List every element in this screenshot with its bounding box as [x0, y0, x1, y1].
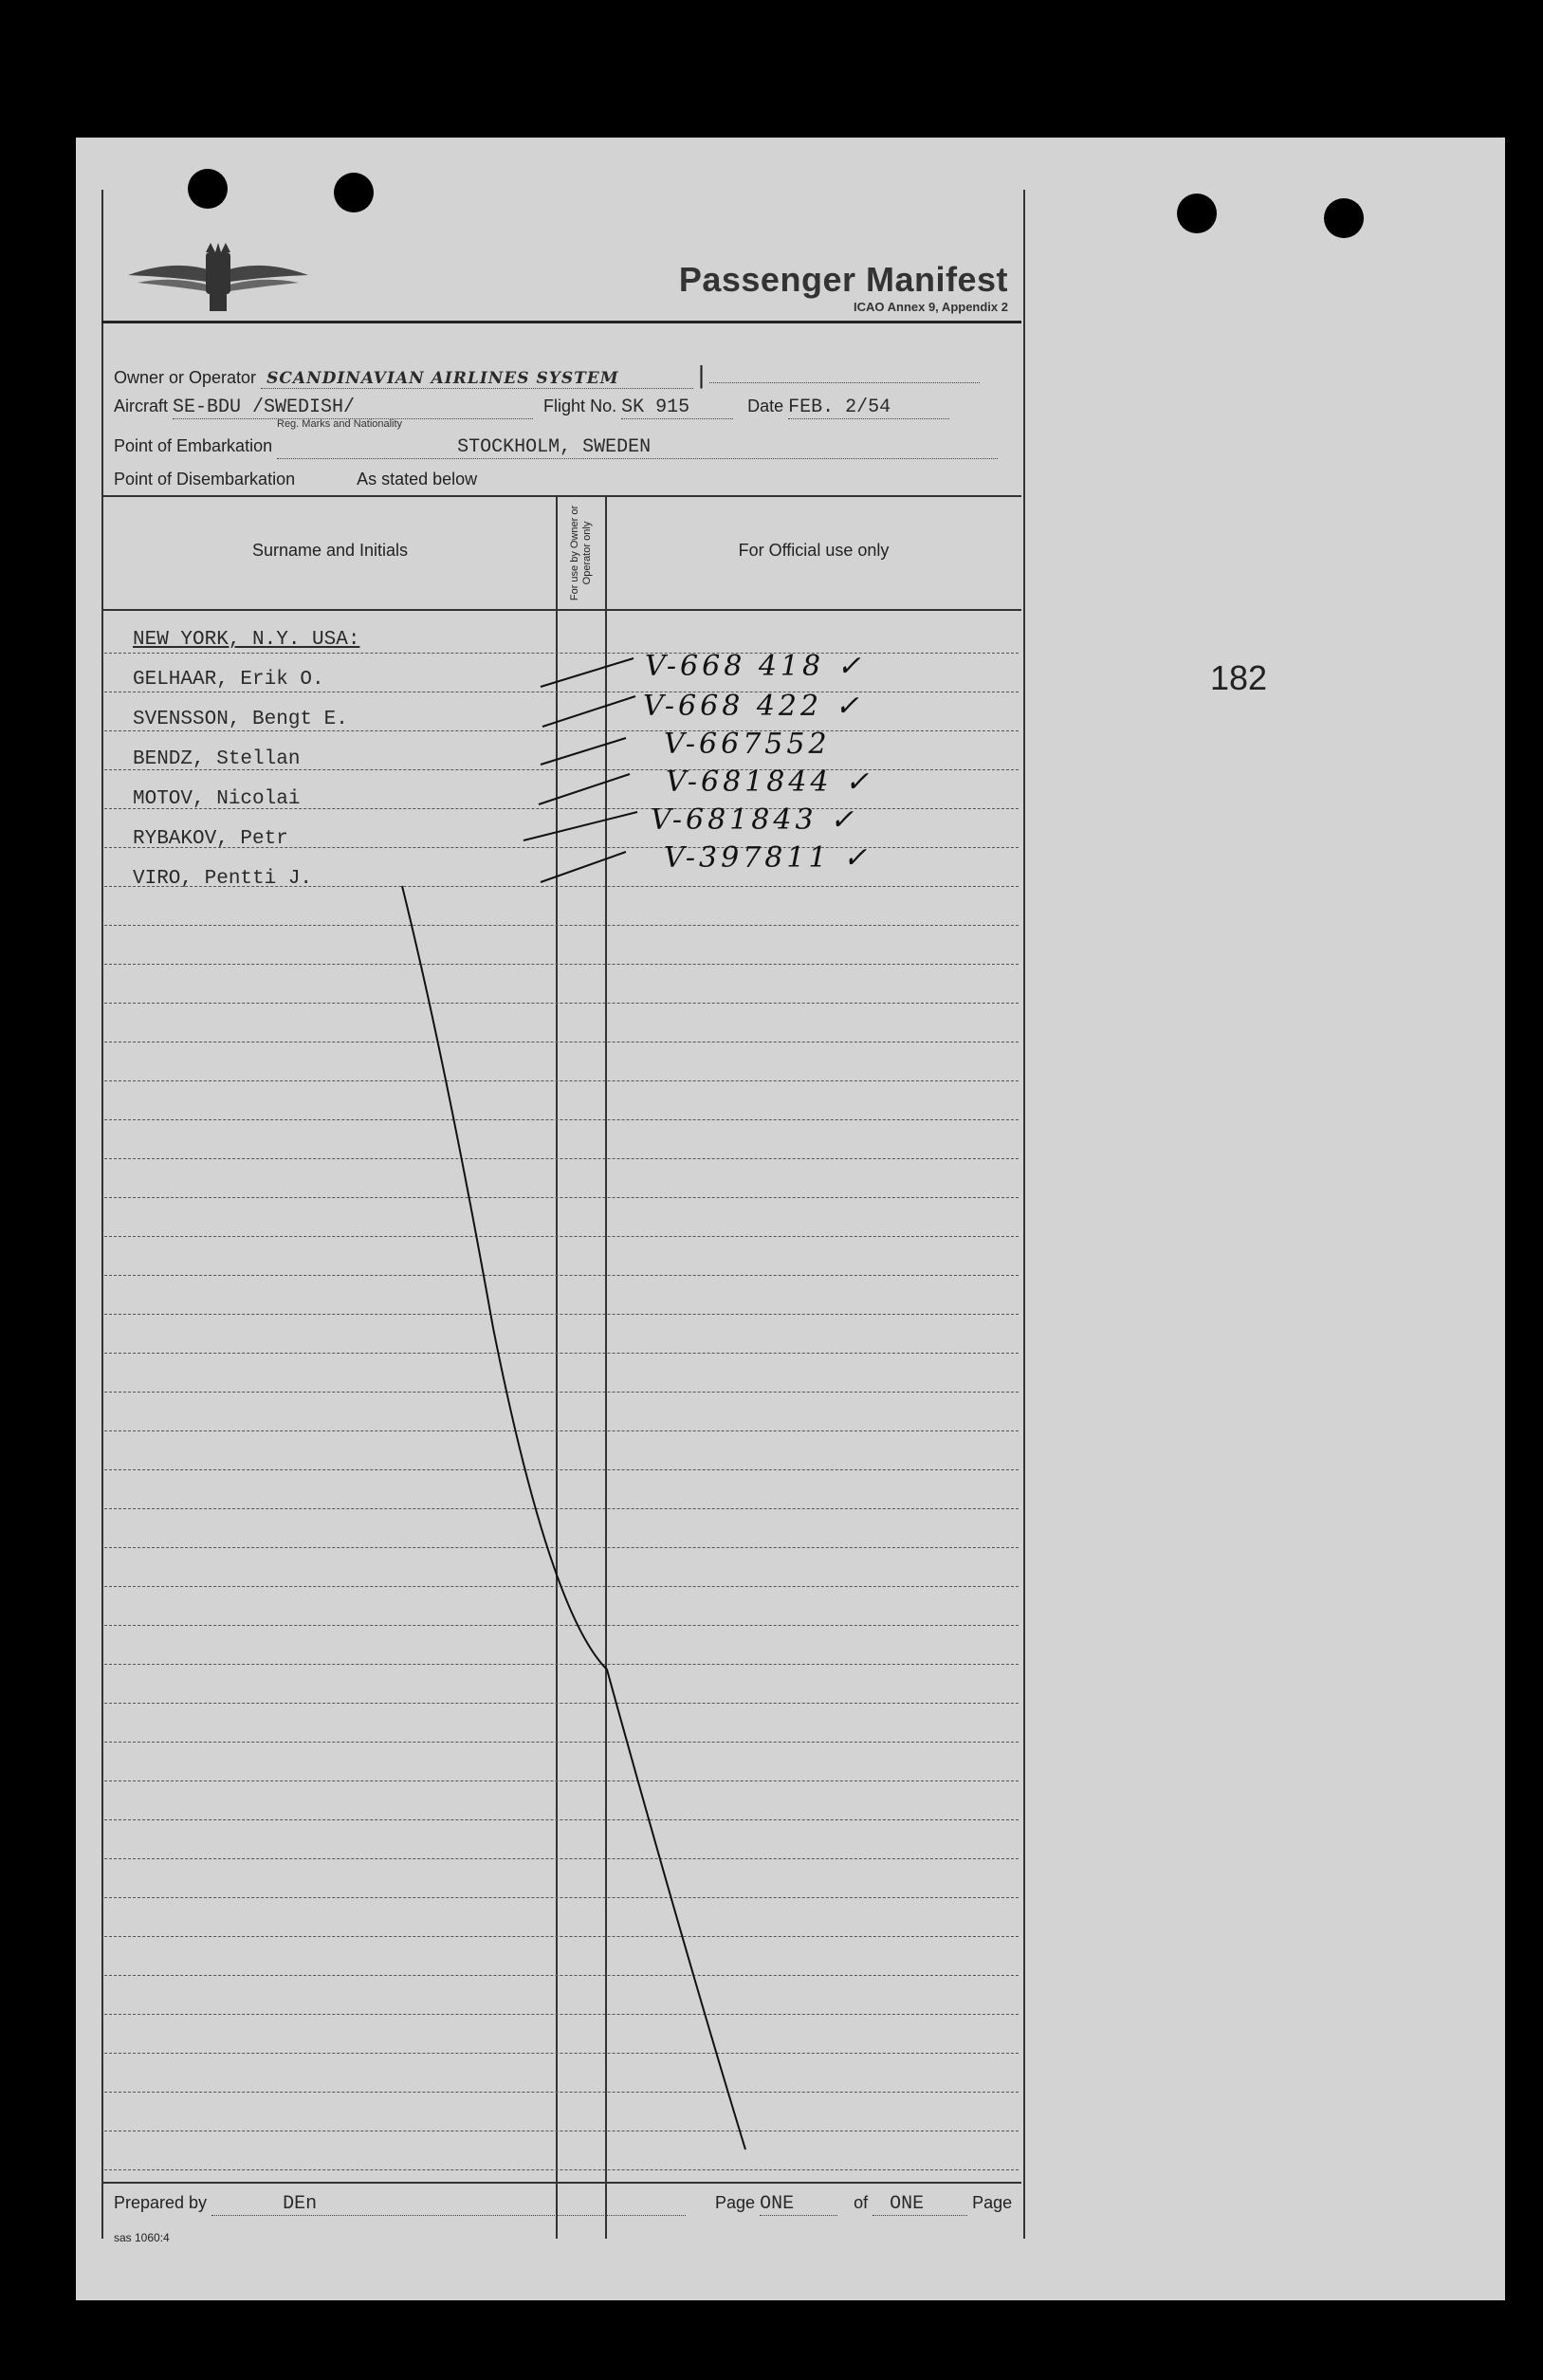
official-column-header: For Official use only — [738, 541, 890, 560]
aircraft-note: Reg. Marks and Nationality — [277, 418, 403, 430]
passenger-name: BENDZ, Stellan — [133, 748, 301, 770]
official-visa-number: V-667552 — [664, 728, 831, 761]
passenger-name: GELHAAR, Erik O. — [133, 669, 324, 691]
prepared-by-value: DEn — [211, 2193, 686, 2216]
form-subtitle: ICAO Annex 9, Appendix 2 — [853, 300, 1008, 314]
passenger-name: RYBAKOV, Petr — [133, 828, 288, 850]
page-stamp-number: 182 — [1210, 658, 1268, 697]
destination-label: NEW YORK, N.Y. USA: — [133, 629, 360, 651]
page-label: Page — [715, 2193, 756, 2212]
owner-row: Owner or Operator SCANDINAVIAN AIRLINES SYSTEM | — [114, 360, 980, 390]
official-visa-number: V-397811 ✓ — [664, 841, 872, 875]
embark-label: Point of Embarkation — [114, 436, 273, 455]
prepared-by-label: Prepared by — [114, 2193, 208, 2212]
passenger-name: SVENSSON, Bengt E. — [133, 709, 348, 730]
form-title: Passenger Manifest — [678, 260, 1008, 299]
aircraft-label: Aircraft — [114, 397, 169, 415]
of-value: ONE — [873, 2193, 967, 2216]
owner-value: SCANDINAVIAN AIRLINES SYSTEM — [261, 369, 693, 389]
names-column-header: Surname and Initials — [251, 541, 409, 560]
of-label: of — [854, 2193, 869, 2212]
aircraft-value: SE-BDU /SWEDISH/ — [173, 397, 533, 419]
passenger-name: MOTOV, Nicolai — [133, 788, 301, 810]
form-code: sas 1060:4 — [114, 2231, 170, 2244]
prepared-by-row — [114, 2193, 686, 2216]
disembark-label: Point of Disembarkation — [114, 470, 296, 489]
owner-use-column-header: For use by Owner or Operator only — [569, 505, 593, 601]
flight-value: SK 915 — [621, 397, 733, 419]
page-count-row — [715, 2193, 1012, 2216]
page-end-label: Page — [972, 2193, 1013, 2212]
official-visa-number: V-668 418 ✓ — [645, 650, 865, 683]
disembark-value: As stated below — [357, 470, 478, 489]
official-visa-number: V-681844 ✓ — [666, 766, 873, 799]
official-visa-number: V-681843 ✓ — [651, 803, 858, 837]
date-label: Date — [747, 397, 784, 415]
owner-label: Owner or Operator — [114, 368, 257, 387]
page-value: ONE — [760, 2193, 837, 2216]
passenger-name: VIRO, Pentti J. — [133, 868, 313, 890]
official-visa-number: V-668 422 ✓ — [643, 690, 863, 723]
date-value: FEB. 2/54 — [788, 397, 949, 419]
embark-value: STOCKHOLM, SWEDEN — [277, 436, 998, 459]
flight-label: Flight No. — [543, 397, 617, 415]
